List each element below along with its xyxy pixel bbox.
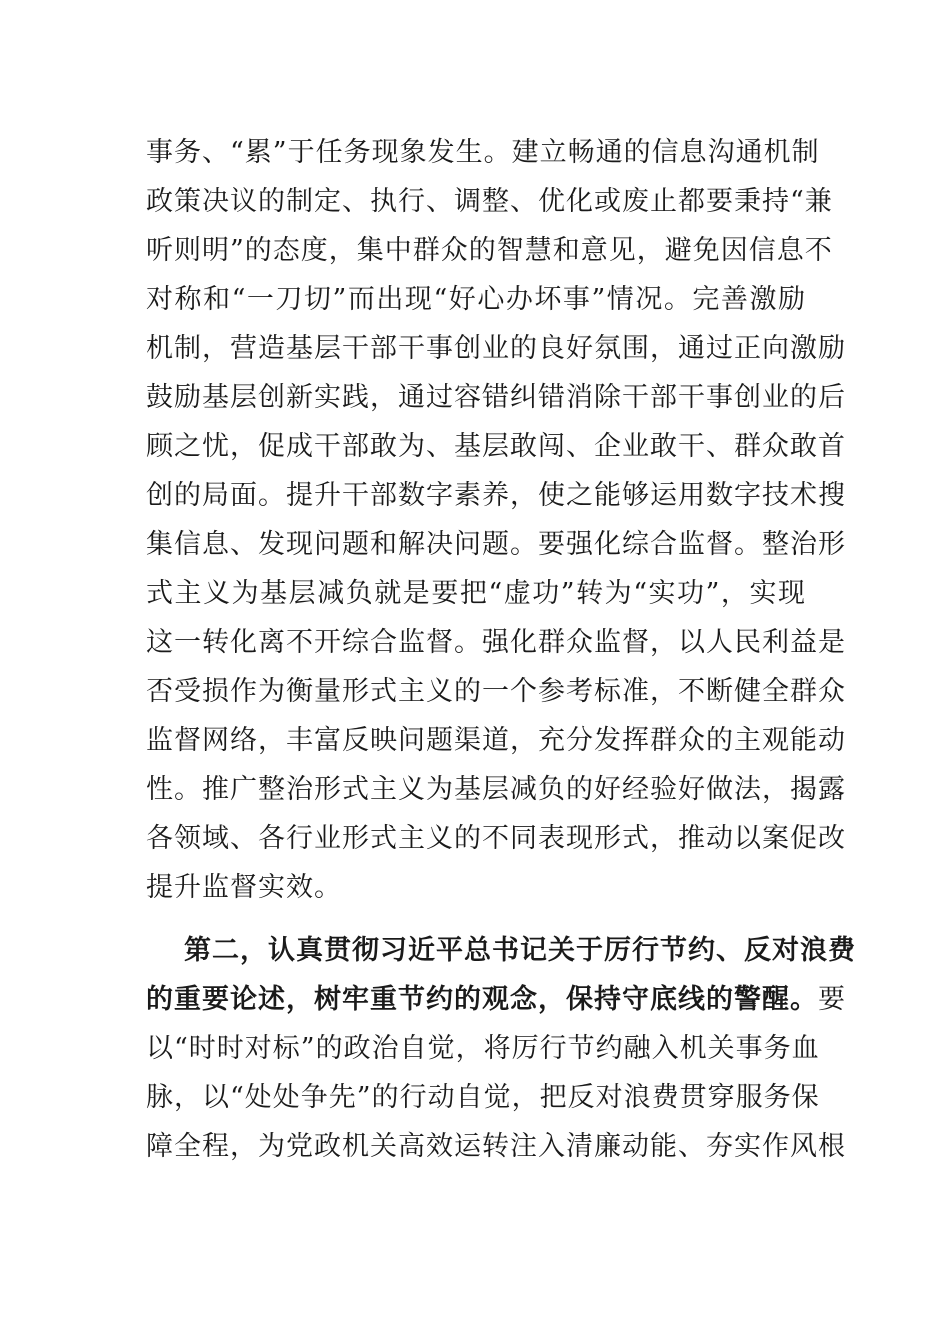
paragraph-line: 障全程，为党政机关高效运转注入清廉动能、夯实作风根 xyxy=(146,1131,846,1162)
paragraph-line: 脉，以“处处争先”的行动自觉，把反对浪费贯穿服务保 xyxy=(146,1082,820,1113)
paragraph-line: 各领域、各行业形式主义的不同表现形式，推动以案促改 xyxy=(146,823,846,854)
paragraph-line: 性。推广整治形式主义为基层减负的好经验好做法，揭露 xyxy=(146,774,846,805)
paragraph-line: 事务、“累”于任务现象发生。建立畅通的信息沟通机制 xyxy=(146,137,820,168)
paragraph-line: 机制，营造基层干部干事创业的良好氛围，通过正向激励 xyxy=(146,333,846,364)
paragraph-line: 以“时时对标”的政治自觉，将厉行节约融入机关事务血 xyxy=(146,1033,820,1064)
paragraph-line: 听则明”的态度，集中群众的智慧和意见，避免因信息不 xyxy=(146,235,833,266)
section-heading-bold: 的重要论述，树牢重节约的观念，保持守底线的警醒。 xyxy=(146,984,818,1015)
section-heading-line xyxy=(146,976,846,1024)
paragraph-line: 否受损作为衡量形式主义的一个参考标准，不断健全群众 xyxy=(146,676,846,707)
paragraph-line: 集信息、发现问题和解决问题。要强化综合监督。整治形 xyxy=(146,529,846,560)
paragraph-line: 对称和“一刀切”而出现“好心办坏事”情况。完善激励 xyxy=(146,284,806,315)
section-heading-bold: 第二，认真贯彻习近平总书记关于厉行节约、反对浪费 xyxy=(184,935,856,966)
paragraph-line: 提升监督实效。 xyxy=(146,872,342,903)
section-text: 要 xyxy=(818,984,846,1015)
section-heading-line xyxy=(184,927,856,975)
paragraph-line: 式主义为基层减负就是要把“虚功”转为“实功”，实现 xyxy=(146,578,806,609)
paragraph-line: 监督网络，丰富反映问题渠道，充分发挥群众的主观能动 xyxy=(146,725,846,756)
paragraph-line: 政策决议的制定、执行、调整、优化或废止都要秉持“兼 xyxy=(146,186,833,217)
paragraph-line: 鼓励基层创新实践，通过容错纠错消除干部干事创业的后 xyxy=(146,382,846,413)
paragraph-line: 创的局面。提升干部数字素养，使之能够运用数字技术搜 xyxy=(146,480,846,511)
paragraph-line: 这一转化离不开综合监督。强化群众监督，以人民利益是 xyxy=(146,627,846,658)
paragraph-line: 顾之忧，促成干部敢为、基层敢闯、企业敢干、群众敢首 xyxy=(146,431,846,462)
